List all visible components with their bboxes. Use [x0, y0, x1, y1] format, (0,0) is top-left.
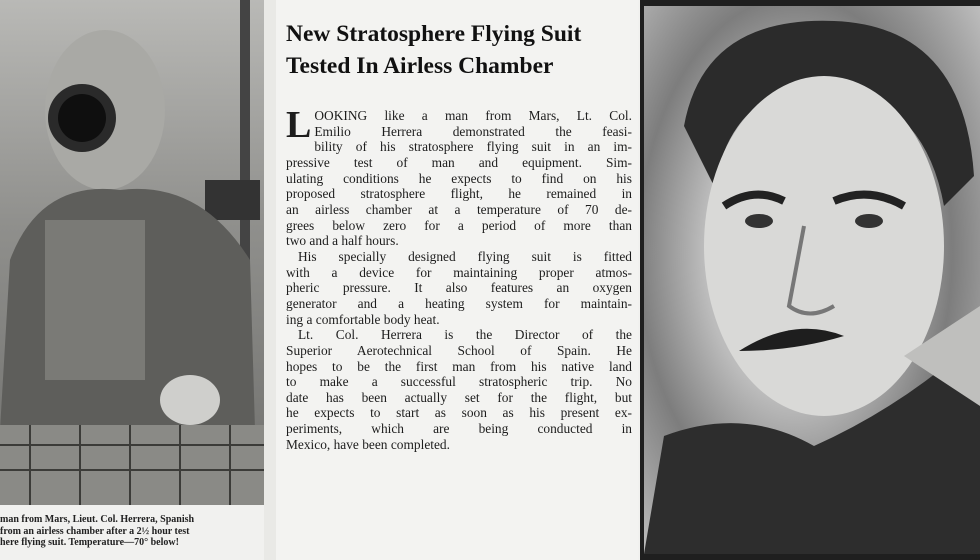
portrait-image	[644, 6, 980, 554]
article-text-line: Superior Aerotechnical School of Spain. He	[286, 342, 632, 358]
article-text-line: ulating conditions he expects to find on his	[286, 170, 632, 186]
drop-cap: L	[286, 104, 312, 146]
article-text-line: Emilio Herrera demonstrated the feasi-	[314, 123, 632, 139]
article-text-line: His specially designed flying suit is fitted	[298, 248, 632, 264]
stratosphere-suit-photo	[0, 0, 264, 505]
article-text-line: grees below zero for a period of more than	[286, 217, 632, 233]
article-text-line: generator and a heating system for maintain-	[286, 295, 632, 311]
article-text-line: proposed stratosphere flight, he remained in	[286, 186, 632, 202]
article-text-line: Lt. Col. Herrera is the Director of the	[298, 327, 632, 343]
headline-line: New Stratosphere Flying Suit	[286, 21, 582, 47]
article-text-line: an airless chamber at a temperature of 70 de-	[286, 201, 632, 217]
caption-line: from an airless chamber after a 2½ hour test	[0, 525, 190, 537]
article-text-line: periments, which are being conducted in	[286, 421, 632, 437]
article-text-line: to make a successful stratospheric trip. No	[286, 374, 632, 390]
article-text-line: ing a comfortable body heat.	[286, 311, 440, 327]
article-column	[276, 0, 638, 560]
article-text-line: pheric pressure. It also features an oxygen	[286, 280, 632, 296]
article-body	[286, 104, 632, 452]
article-text-line: Mexico, have been completed.	[286, 436, 450, 452]
caption-line: man from Mars, Lieut. Col. Herrera, Spanish	[0, 514, 195, 525]
herrera-portrait-photo	[640, 0, 980, 560]
article-text-line: pressive test of man and equipment. Sim-	[286, 154, 632, 170]
caption-line: here flying suit. Temperature—70° below!	[0, 537, 179, 548]
article-text-line: bility of his stratosphere flying suit in an im-	[314, 139, 632, 155]
portrait-illustration	[644, 6, 980, 554]
article-text-line: with a device for maintaining proper atmos-	[286, 264, 632, 280]
article-headline	[286, 18, 636, 82]
column-gutter	[264, 0, 276, 560]
article-text-line: hopes to be the first man from his native land	[286, 358, 632, 374]
article-text-line: he expects to start as soon as his present ex-	[286, 405, 632, 421]
article-text-line: OOKING like a man from Mars, Lt. Col.	[314, 108, 632, 123]
article-text-line: two and a half hours.	[286, 233, 399, 249]
headline-line: Tested In Airless Chamber	[286, 53, 554, 79]
photo-caption	[0, 514, 266, 549]
article-text-line: date has been actually set for the flight, but	[286, 389, 632, 405]
suit-illustration	[0, 0, 264, 505]
